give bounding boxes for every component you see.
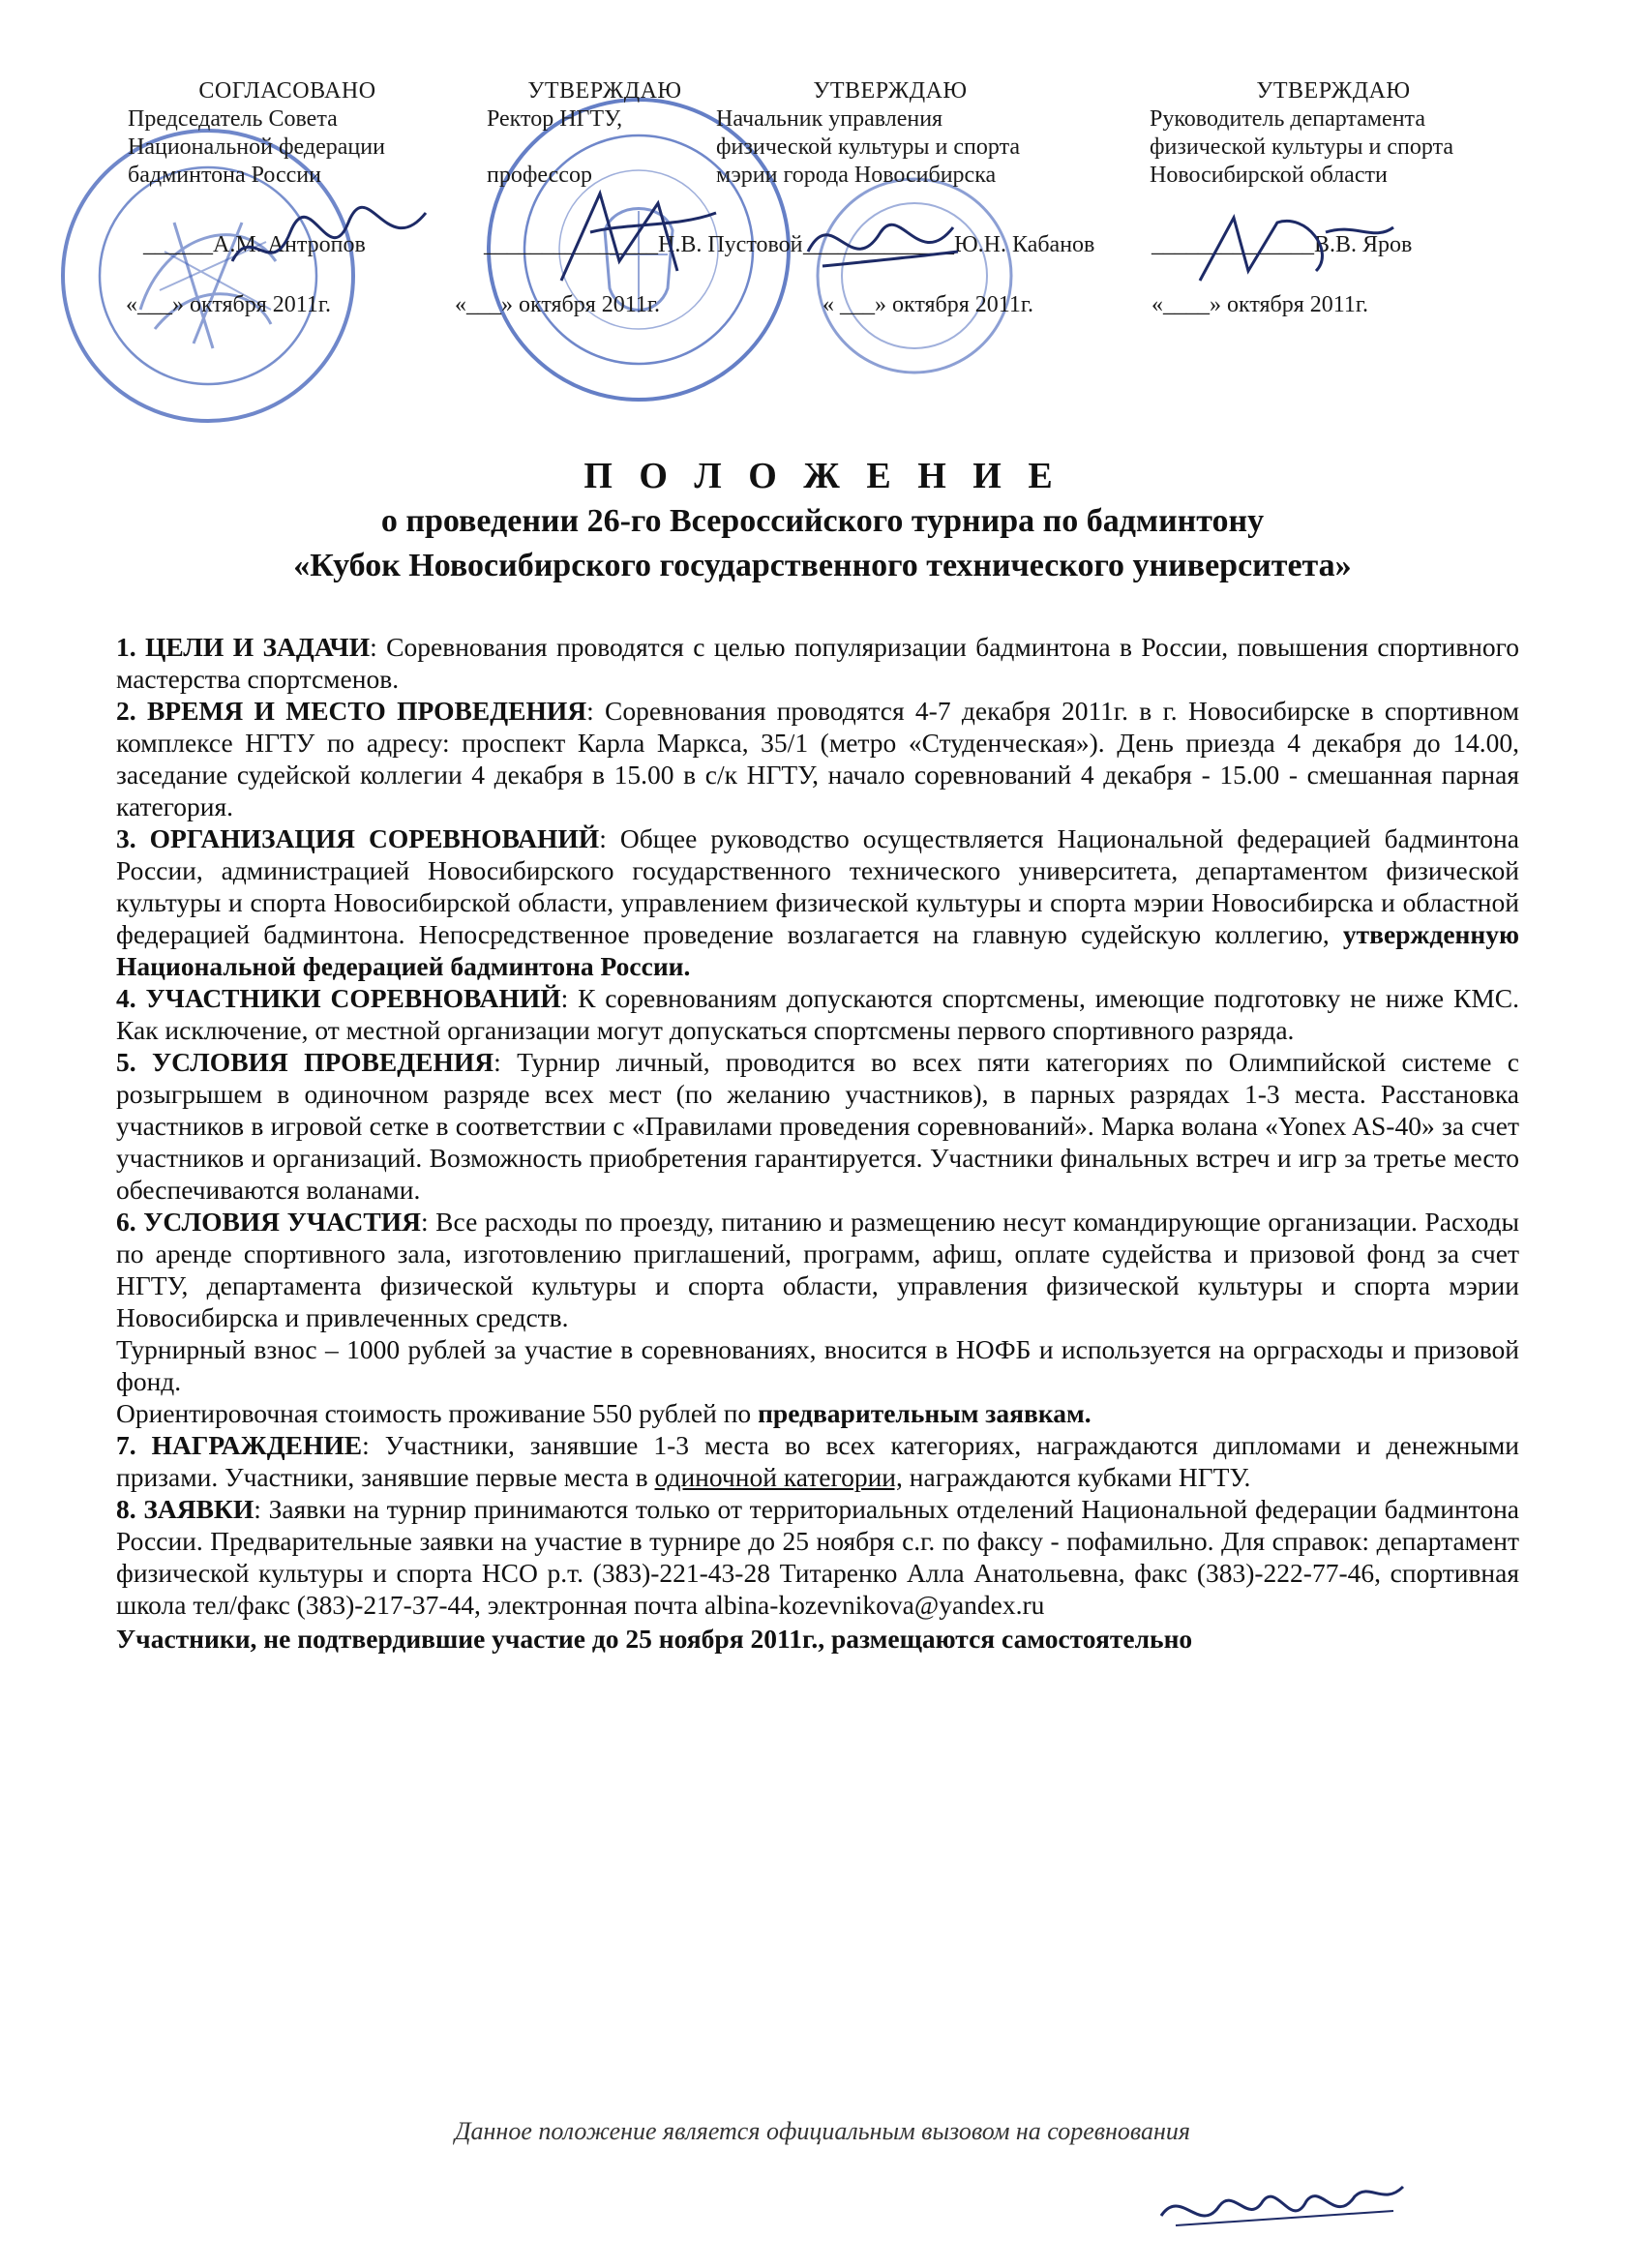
section-text: : К соревнованиям допускаются спортсмены, имеющие подготовку не ниже КМС. Как исключение, от местной организации могут допускаться спортсмены первого спортивного разряда. [116, 983, 1519, 1045]
signer-name: Ю.Н. Кабанов [954, 232, 1095, 257]
tournament-fee: Турнирный взнос – 1000 рублей за участие в соревнованиях, вносится в НОФБ и используется на орграсходы и призовой фонд. [116, 1334, 1519, 1396]
section-heading: 1. ЦЕЛИ И ЗАДАЧИ [116, 632, 371, 662]
approval-line: бадминтона России [128, 163, 321, 188]
signature-line-1: ______А.М. Антропов [143, 232, 366, 257]
signature-4 [1181, 194, 1403, 300]
section-organization [116, 822, 1519, 982]
lodging-cost [116, 1397, 1519, 1429]
section-text: : Заявки на турнир принимаются только от территориальных отделений Национальной федерации бадминтона России. Предварительные заявки на участие в турнире до 25 ноября с.г. по факсу - пофамильно. Для справок: департамент физической культуры и спорта НСО р.т. (383)-221-43-28 Титаренко Алла Анатольевна, факс (383)-222-77-46, спортивная школа тел/факс (383)-217-37-44, электронная почта albina-kozevnikova@yandex.ru [116, 1494, 1519, 1620]
approval-line: Председатель Совета [128, 106, 338, 132]
approval-date-4: «____» октября 2011г. [1152, 292, 1369, 317]
official-call-note: Данное положение является официальным вызовом на соревнования [454, 2117, 1191, 2145]
section-heading: 2. ВРЕМЯ И МЕСТО ПРОВЕДЕНИЯ [116, 696, 587, 726]
approval-line: Начальник управления [716, 106, 943, 132]
document-body [116, 631, 1519, 1655]
signer-name: А.М. Антропов [213, 232, 366, 257]
signature-line-4: ______________В.В. Яров [1152, 232, 1413, 257]
approval-heading: УТВЕРЖДАЮ [1256, 78, 1411, 104]
section-time-place [116, 695, 1519, 822]
signature-3 [793, 194, 968, 290]
approval-date-3: « ___» октября 2011г. [822, 292, 1034, 317]
section-text: : Соревнования проводятся с целью популяризации бадминтона в России, повышения спортивного мастерства спортсменов. [116, 632, 1519, 694]
section-heading: 4. УЧАСТНИКИ СОРЕВНОВАНИЙ [116, 983, 561, 1013]
document-subtitle: о проведении 26-го Всероссийского турнира по бадминтону [380, 503, 1265, 539]
section-conditions [116, 1046, 1519, 1206]
approval-block-1 [128, 77, 447, 190]
section-heading: 8. ЗАЯВКИ [116, 1494, 254, 1524]
section-heading: 5. УСЛОВИЯ ПРОВЕДЕНИЯ [116, 1047, 494, 1077]
approval-date-2: «___» октября 2011г. [455, 292, 661, 317]
approval-heading: СОГЛАСОВАНО [198, 78, 376, 104]
section-participation [116, 1206, 1519, 1333]
approval-line: физической культуры и спорта [1150, 134, 1454, 160]
approval-heading: УТВЕРЖДАЮ [527, 78, 682, 104]
section-text: : Участники, занявшие 1-3 места во всех категориях, награждаются дипломами и денежными призами. Участники, занявшие первые места в [116, 1430, 1519, 1492]
approval-line: профессор [487, 163, 592, 188]
document-subtitle-cup: «Кубок Новосибирского государственного технического университета» [293, 548, 1352, 583]
lodging-bold: предварительным заявкам. [758, 1398, 1092, 1428]
section-awards [116, 1429, 1519, 1493]
section-heading: 7. НАГРАЖДЕНИЕ [116, 1430, 363, 1460]
signer-name: В.В. Яров [1314, 232, 1413, 257]
section-heading: 3. ОРГАНИЗАЦИЯ СОРЕВНОВАНИЙ [116, 823, 600, 853]
section-text: : Турнир личный, проводится во всех пяти категориях по Олимпийской системе с розыгрышем в одиночном разряде всех мест (по желанию участников), в парных разрядах 1-3 места. Расстановка участников в игровой сетке в соответствии с «Правилами проведения соревнований». Марка волана «Yonex AS-40» за счет участников и организаций. Возможность приобретения гарантируется. Участники финальных встреч и игр за третье место обеспечиваются воланами. [116, 1047, 1520, 1205]
section-text: : Все расходы по проезду, питанию и размещению несут командирующие организации. Расходы по аренде спортивного зала, изготовлению приглашений, программ, афиш, оплате судейства и призовой фонд за счет НГТУ, департамента физической культуры и спорта области, управления физической культуры и спорта мэрии Новосибирска и привлеченных средств. [116, 1207, 1519, 1332]
approval-block-2 [479, 77, 731, 190]
section-text: : Соревнования проводятся 4-7 декабря 2011г. в г. Новосибирске в спортивном комплексе НГТУ по адресу: проспект Карла Маркса, 35/1 (метро «Студенческая»). День приезда 4 декабря до 14.00, заседание судейской коллегии 4 декабря в 15.00 в с/к НГТУ, начало соревнований 4 декабря - 15.00 - смешанная парная категория. [116, 696, 1519, 821]
section-heading: 6. УСЛОВИЯ УЧАСТИЯ [116, 1207, 421, 1237]
approval-line [479, 134, 731, 162]
section-applications [116, 1493, 1519, 1621]
approval-line: Новосибирской области [1150, 163, 1388, 188]
document-title: П О Л О Ж Е Н И Е [583, 456, 1062, 496]
approval-block-4 [1150, 77, 1517, 190]
signature-line-3: _____________Ю.Н. Кабанов [803, 232, 1095, 257]
final-note: Участники, не подтвердившие участие до 25 ноября 2011г., размещаются самостоятельно [116, 1624, 1193, 1654]
signer-name: Н.В. Пустовой [658, 232, 803, 257]
approval-line: физической культуры и спорта [716, 134, 1021, 160]
signature-2 [542, 174, 735, 300]
approval-line: Национальной федерации [128, 134, 385, 160]
signature-1 [223, 194, 435, 290]
section-participants [116, 982, 1519, 1046]
signature-line-2: _______________Н.В. Пустовой [484, 232, 803, 257]
approval-line: Ректор НГТУ, [487, 106, 623, 132]
approval-heading: УТВЕРЖДАЮ [813, 78, 968, 104]
footer-signature [1152, 2167, 1413, 2254]
approval-date-1: «___» октября 2011г. [126, 292, 332, 317]
section-goals [116, 631, 1519, 695]
section-tail: награждаются кубками НГТУ. [902, 1462, 1251, 1492]
section-text: : Общее руководство осуществляется Национальной федерацией бадминтона России, администрацией Новосибирского государственного технического университета, департаментом физической культуры и спорта Новосибирской области, управлением физической культуры и спорта мэрии Новосибирска и областной федерацией бадминтона. Непосредственное проведение возлагается на главную судейскую коллегию, [116, 823, 1519, 949]
approval-line: Руководитель департамента [1150, 106, 1425, 132]
approval-line: мэрии города Новосибирска [716, 163, 997, 188]
lodging-text: Ориентировочная стоимость проживание 550 рублей по [116, 1398, 759, 1428]
underlined-text: одиночной категории, [654, 1462, 903, 1492]
approval-block-3 [716, 77, 1064, 190]
section-bold-text: утвержденную Национальной федерацией бадминтона России. [116, 919, 1519, 981]
